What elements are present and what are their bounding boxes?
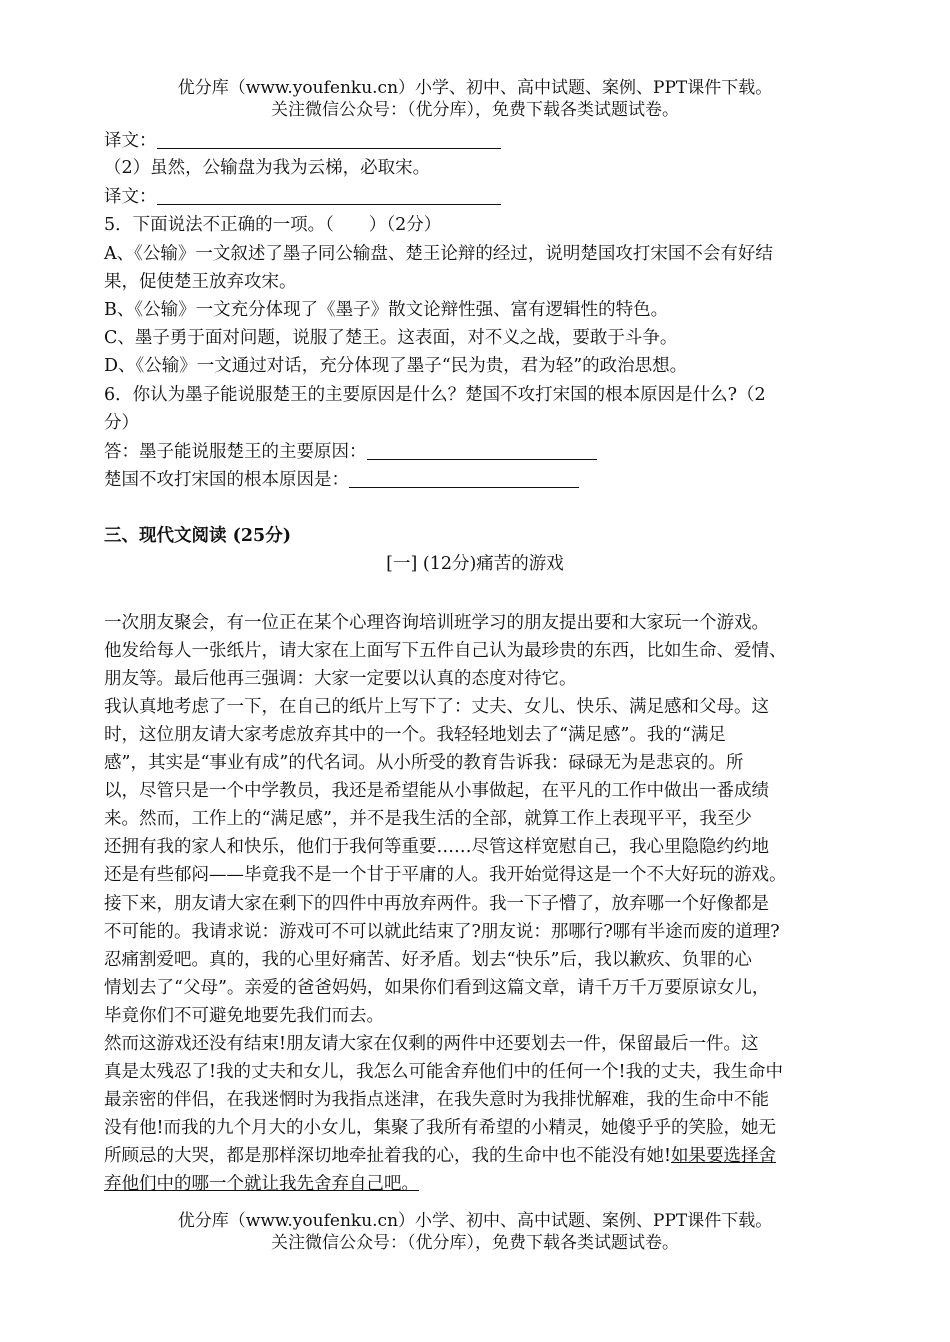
answer-blank[interactable]: [157, 130, 501, 149]
passage-line: 以，尽管只是一个中学教员，我还是希望能从小事做起，在平凡的工作中做出一番成绩: [104, 781, 769, 801]
answer-blank[interactable]: [157, 186, 501, 205]
answer-label: 楚国不攻打宋国的根本原因是：: [104, 470, 349, 490]
translation-line-1: [104, 128, 864, 154]
question-5-stem: 5．下面说法不正确的一项。（ ）（2分）: [104, 215, 442, 235]
passage-line: 不可能的。我请求说：游戏可不可以就此结束了?朋友说：那哪行?哪有半途而废的道理?: [104, 922, 780, 942]
passage-line: 情划去了“父母”。亲爱的爸爸妈妈，如果你们看到这篇文章，请千万千万要原谅女儿，: [104, 978, 770, 998]
passage-line: 朋友等。最后他再三强调：大家一定要以认真的态度对待它。: [104, 669, 577, 689]
header-line-2: 关注微信公众号：（优分库），免费下载各类试题试卷。: [271, 100, 679, 120]
question-6-stem-cont: 分）: [104, 413, 139, 433]
question-5-option-d: D、《公输》一文通过对话，充分体现了墨子“民为贵，君为轻”的政治思想。: [104, 356, 688, 376]
passage-line: [104, 1143, 864, 1169]
passage-line: 毕竟你们不可避免地要先我们而去。: [104, 1006, 384, 1026]
translation-line-2: [104, 184, 864, 210]
passage-text: 所顾忌的大哭，都是那样深切地牵扯着我的心，我的生命中也不能没有她!: [104, 1146, 672, 1166]
passage-line: 然而这游戏还没有结束!朋友请大家在仅剩的两件中还要划去一件，保留最后一件。这: [104, 1034, 759, 1054]
passage-line: 还拥有我的家人和快乐，他们于我何等重要……尽管这样宽慰自己，我心里隐隐约约地: [104, 837, 769, 857]
footer-line-2: 关注微信公众号：（优分库），免费下载各类试题试卷。: [271, 1233, 679, 1253]
translation-label: 译文：: [104, 187, 157, 207]
passage-line: 真是太残忍了!我的丈夫和女儿，我怎么可能舍弃他们中的任何一个!我的丈夫，我生命中: [104, 1062, 784, 1082]
passage-line: 我认真地考虑了一下，在自己的纸片上写下了：丈夫、女儿、快乐、满足感和父母。这: [104, 697, 769, 717]
passage-line: 接下来，朋友请大家在剩下的四件中再放弃两件。我一下子懵了，放弃哪一个好像都是: [104, 894, 769, 914]
passage-line: 还是有些郁闷——毕竟我不是一个甘于平庸的人。我开始觉得这是一个不大好玩的游戏。: [104, 865, 787, 885]
underlined-sentence: 如果要选择舍: [671, 1146, 777, 1166]
answer-blank[interactable]: [367, 441, 597, 460]
question-6-answer-2: [104, 467, 864, 493]
passage-line: 忍痛割爱吧。真的，我的心里好痛苦、好矛盾。划去“快乐”后，我以歉疚、负罪的心: [104, 950, 752, 970]
passage-line: 感”，其实是“事业有成”的代名词。从小所受的教育告诉我：碌碌无为是悲哀的。所: [104, 753, 744, 773]
question-6-stem: 6．你认为墨子能说服楚王的主要原因是什么？楚国不攻打宋国的根本原因是什么?（2: [104, 385, 766, 405]
header-line-1: 优分库（www.youfenku.cn）小学、初中、高中试题、案例、PPT课件下载。: [177, 78, 773, 98]
passage-line: 最亲密的伴侣，在我迷惘时为我指点迷津，在我失意时为我排忧解难，我的生命中不能: [104, 1090, 769, 1110]
question-6-answer-1: [104, 439, 864, 465]
question-item-2: （2）虽然，公输盘为我为云梯，必取宋。: [104, 158, 431, 178]
passage-line: 他发给每人一张纸片，请大家在上面写下五件自己认为最珍贵的东西，比如生命、爱情、: [104, 641, 787, 661]
question-5-option-c: C、墨子勇于面对问题，说服了楚王。这表面，对不义之战，要敢于斗争。: [104, 328, 678, 348]
footer-line-1: 优分库（www.youfenku.cn）小学、初中、高中试题、案例、PPT课件下载。: [177, 1211, 773, 1231]
passage-line: 时，这位朋友请大家考虑放弃其中的一个。我轻轻地划去了“满足感”。我的“满足: [104, 725, 726, 745]
translation-label: 译文：: [104, 131, 157, 151]
passage-line: 一次朋友聚会，有一位正在某个心理咨询培训班学习的朋友提出要和大家玩一个游戏。: [104, 613, 769, 633]
question-5-option-a-cont: 果，促使楚王放弃攻宋。: [104, 272, 297, 292]
passage-title: [一] (12分)痛苦的游戏: [386, 554, 564, 574]
underlined-sentence: 弃他们中的哪一个就让我先舍弃自己吧。: [104, 1174, 419, 1194]
answer-label: 答：墨子能说服楚王的主要原因：: [104, 442, 367, 462]
passage-line: 没有他!而我的九个月大的小女儿，集聚了我所有希望的小精灵，她傻乎乎的笑脸，她无: [104, 1118, 777, 1138]
question-5-option-b: B、《公输》一文充分体现了《墨子》散文论辩性强、富有逻辑性的特色。: [104, 300, 669, 320]
section-heading: 三、现代文阅读 (25分): [104, 526, 292, 546]
passage-line: [104, 1171, 864, 1197]
passage-line: 来。然而，工作上的“满足感”，并不是我生活的全部，就算工作上表现平平，我至少: [104, 809, 752, 829]
question-5-option-a: A、《公输》一文叙述了墨子同公输盘、楚王论辩的经过，说明楚国攻打宋国不会有好结: [104, 244, 773, 264]
answer-blank[interactable]: [349, 469, 579, 488]
